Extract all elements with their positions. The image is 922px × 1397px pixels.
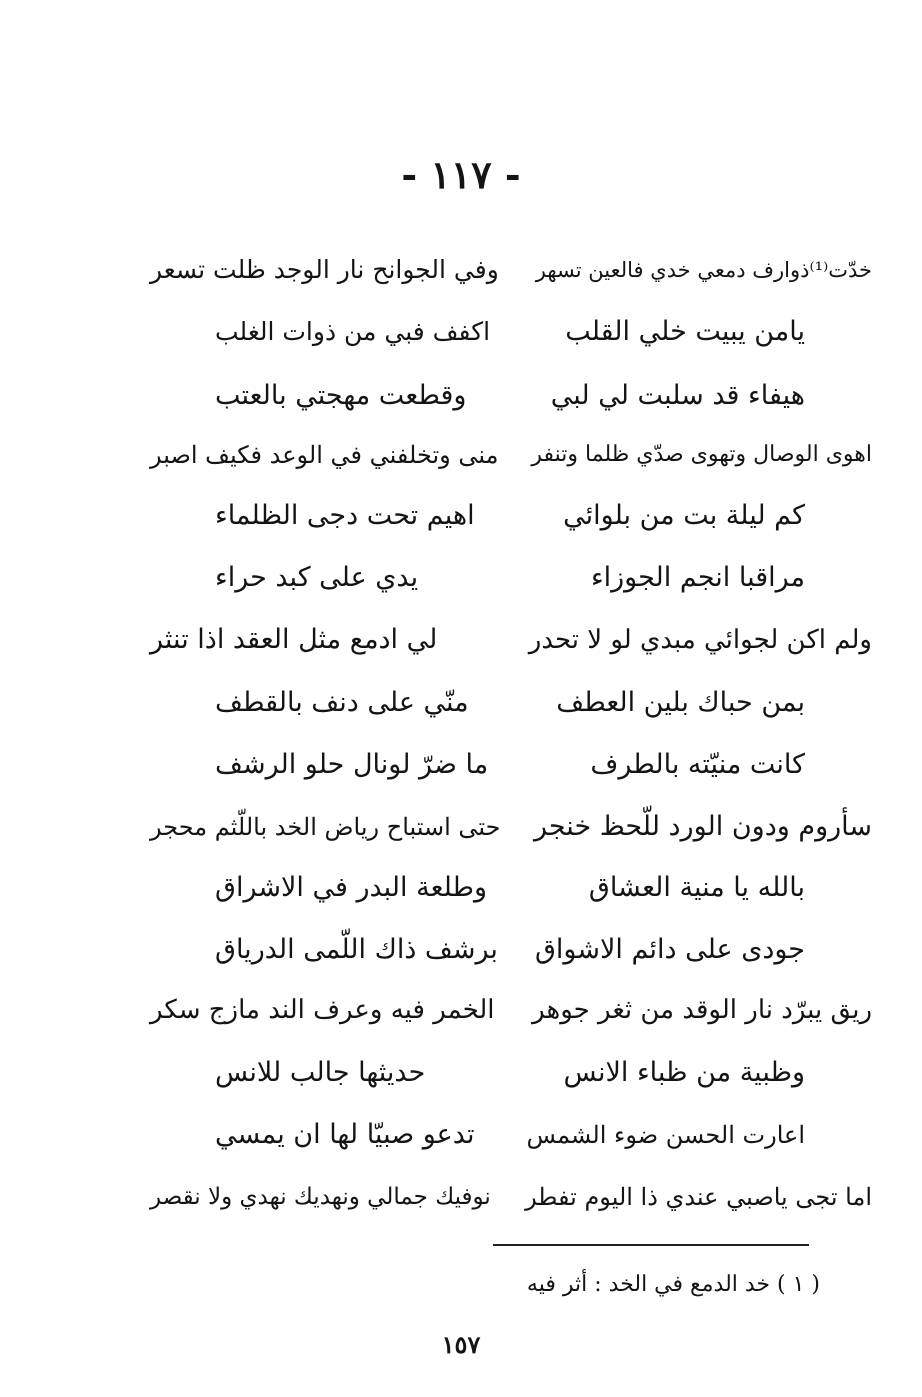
verse-right-hemistich: اعارت الحسن ضوء الشمس	[526, 1121, 805, 1149]
verse-left-hemistich: وقطعت مهجتي بالعتب	[215, 380, 467, 411]
verse-left-hemistich: ما ضرّ لونال حلو الرشف	[215, 749, 489, 780]
verse-left-hemistich: الخمر فيه وعرف الند مازج سكر	[150, 995, 495, 1025]
verse-line	[150, 435, 872, 475]
verse-left-hemistich: نوفيك جمالي ونهديك نهدي ولا نقصر	[150, 1184, 491, 1210]
verse-left-hemistich: برشف ذاك اللّمى الدرياق	[215, 934, 498, 965]
verse-right-hemistich: ريق يبرّد نار الوقد من ثغر جوهر	[532, 995, 872, 1025]
verse-left-hemistich: وفي الجوانح نار الوجد ظلت تسعر	[150, 255, 499, 284]
verse-right-hemistich: اهوى الوصال وتهوى صدّي ظلما وتنفر	[531, 442, 872, 467]
verse-line	[215, 1053, 805, 1093]
page-header-number: - ١١٧ -	[401, 152, 521, 197]
footnote: ( ١ ) خد الدمع في الخد : أثر فيه	[526, 1272, 820, 1297]
verse-right-hemistich: كم ليلة بت من بلوائي	[563, 500, 805, 531]
verse-line	[215, 868, 805, 908]
verse-right-hemistich: هيفاء قد سلبت لي لبي	[550, 380, 805, 411]
verse-left-hemistich: حتى استباح رياض الخد باللّثم محجر	[150, 813, 501, 841]
verse-left-hemistich: وطلعة البدر في الاشراق	[215, 872, 488, 903]
verse-line	[215, 558, 805, 598]
verse-line	[215, 312, 805, 352]
verse-line	[215, 930, 805, 970]
verse-line	[215, 683, 805, 723]
verse-left-hemistich: اكفف فبي من ذوات الغلب	[215, 317, 491, 346]
verse-line	[150, 1177, 872, 1217]
verse-left-hemistich: منى وتخلفني في الوعد فكيف اصبر	[150, 441, 499, 469]
footnote-divider	[493, 1244, 809, 1246]
verse-left-hemistich: يدي على كبد حراء	[215, 562, 419, 593]
verse-line	[150, 250, 872, 290]
verse-right-hemistich: جودى على دائم الاشواق	[534, 934, 805, 965]
verse-left-hemistich: اهيم تحت دجى الظلماء	[215, 500, 475, 531]
verse-right-hemistich: يامن يبيت خلي القلب	[565, 316, 805, 347]
verse-left-hemistich: حديثها جالب للانس	[215, 1057, 426, 1088]
verse-line	[215, 745, 805, 785]
verse-right-hemistich: ولم اكن لجوائي مبدي لو لا تحدر	[528, 625, 872, 655]
verse-right-hemistich: خدّت⁽¹⁾ذوارف دمعي خدي فالعين تسهر	[535, 258, 872, 282]
verse-right-hemistich: اما تجى ياصبي عندي ذا اليوم تفطر	[525, 1183, 872, 1211]
verse-right-hemistich: بمن حباك بلين العطف	[556, 687, 805, 718]
verse-left-hemistich: لي ادمع مثل العقد اذا تنثر	[150, 624, 438, 655]
verse-right-hemistich: بالله يا منية العشاق	[588, 872, 805, 903]
verse-left-hemistich: تدعو صبيّا لها ان يمسي	[215, 1119, 475, 1150]
printed-page-number: ١٥٧	[441, 1330, 481, 1359]
verse-right-hemistich: سأروم ودون الورد للّحظ خنجر	[533, 811, 872, 842]
verse-left-hemistich: منّي على دنف بالقطف	[215, 687, 469, 718]
verse-line	[215, 1115, 805, 1155]
verse-line	[150, 807, 872, 847]
verse-line	[150, 620, 872, 660]
verse-right-hemistich: مراقبا انجم الجوزاء	[590, 562, 805, 593]
verse-right-hemistich: وظبية من ظباء الانس	[563, 1057, 805, 1088]
verse-line	[215, 496, 805, 536]
verse-line	[150, 990, 872, 1030]
verse-line	[215, 376, 805, 416]
verse-right-hemistich: كانت منيّته بالطرف	[590, 749, 805, 780]
